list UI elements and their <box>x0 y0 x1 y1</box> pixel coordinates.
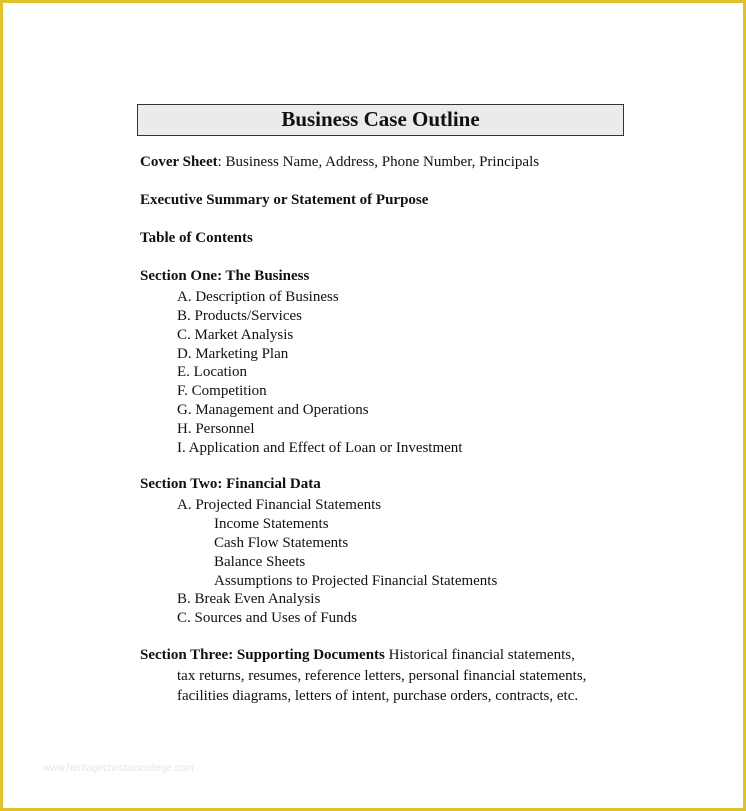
list-item: E. Location <box>177 364 247 380</box>
watermark: www.heritagechristiancollege.com <box>43 763 194 774</box>
list-item: C. Market Analysis <box>177 327 294 343</box>
sub-list-item: Balance Sheets <box>214 554 306 570</box>
section-three-text-1: Historical financial statements, <box>384 647 575 663</box>
list-item: F. Competition <box>177 383 267 399</box>
list-item: H. Personnel <box>177 421 255 437</box>
section-one-heading: Section One: The Business <box>140 268 310 284</box>
section-three-text-2: tax returns, resumes, reference letters, personal financial statements, <box>177 667 587 684</box>
list-item: A. Projected Financial Statements <box>177 497 382 513</box>
executive-summary-heading: Executive Summary or Statement of Purpose <box>140 192 429 208</box>
section-three-text-3: facilities diagrams, letters of intent, purchase orders, contracts, etc. <box>177 688 579 704</box>
sub-list-item: Income Statements <box>214 516 329 532</box>
list-item: B. Products/Services <box>177 308 302 324</box>
document-title: Business Case Outline <box>137 104 624 136</box>
list-item: C. Sources and Uses of Funds <box>177 610 357 626</box>
table-of-contents-heading: Table of Contents <box>140 230 253 246</box>
list-item: B. Break Even Analysis <box>177 591 321 607</box>
sub-list-item: Cash Flow Statements <box>214 535 349 551</box>
list-item: A. Description of Business <box>177 289 339 305</box>
list-item: I. Application and Effect of Loan or Investment <box>177 440 463 456</box>
section-two-heading: Section Two: Financial Data <box>140 476 321 492</box>
section-three-paragraph <box>140 645 616 707</box>
list-item: G. Management and Operations <box>177 402 369 418</box>
section-three-heading: Section Three: Supporting Documents <box>140 647 385 663</box>
sub-list-item: Assumptions to Projected Financial Statements <box>214 573 498 589</box>
cover-sheet-line <box>140 153 539 172</box>
list-item: D. Marketing Plan <box>177 346 289 362</box>
cover-sheet-label: Cover Sheet <box>140 154 218 170</box>
cover-sheet-text: : Business Name, Address, Phone Number, Principals <box>217 154 540 170</box>
